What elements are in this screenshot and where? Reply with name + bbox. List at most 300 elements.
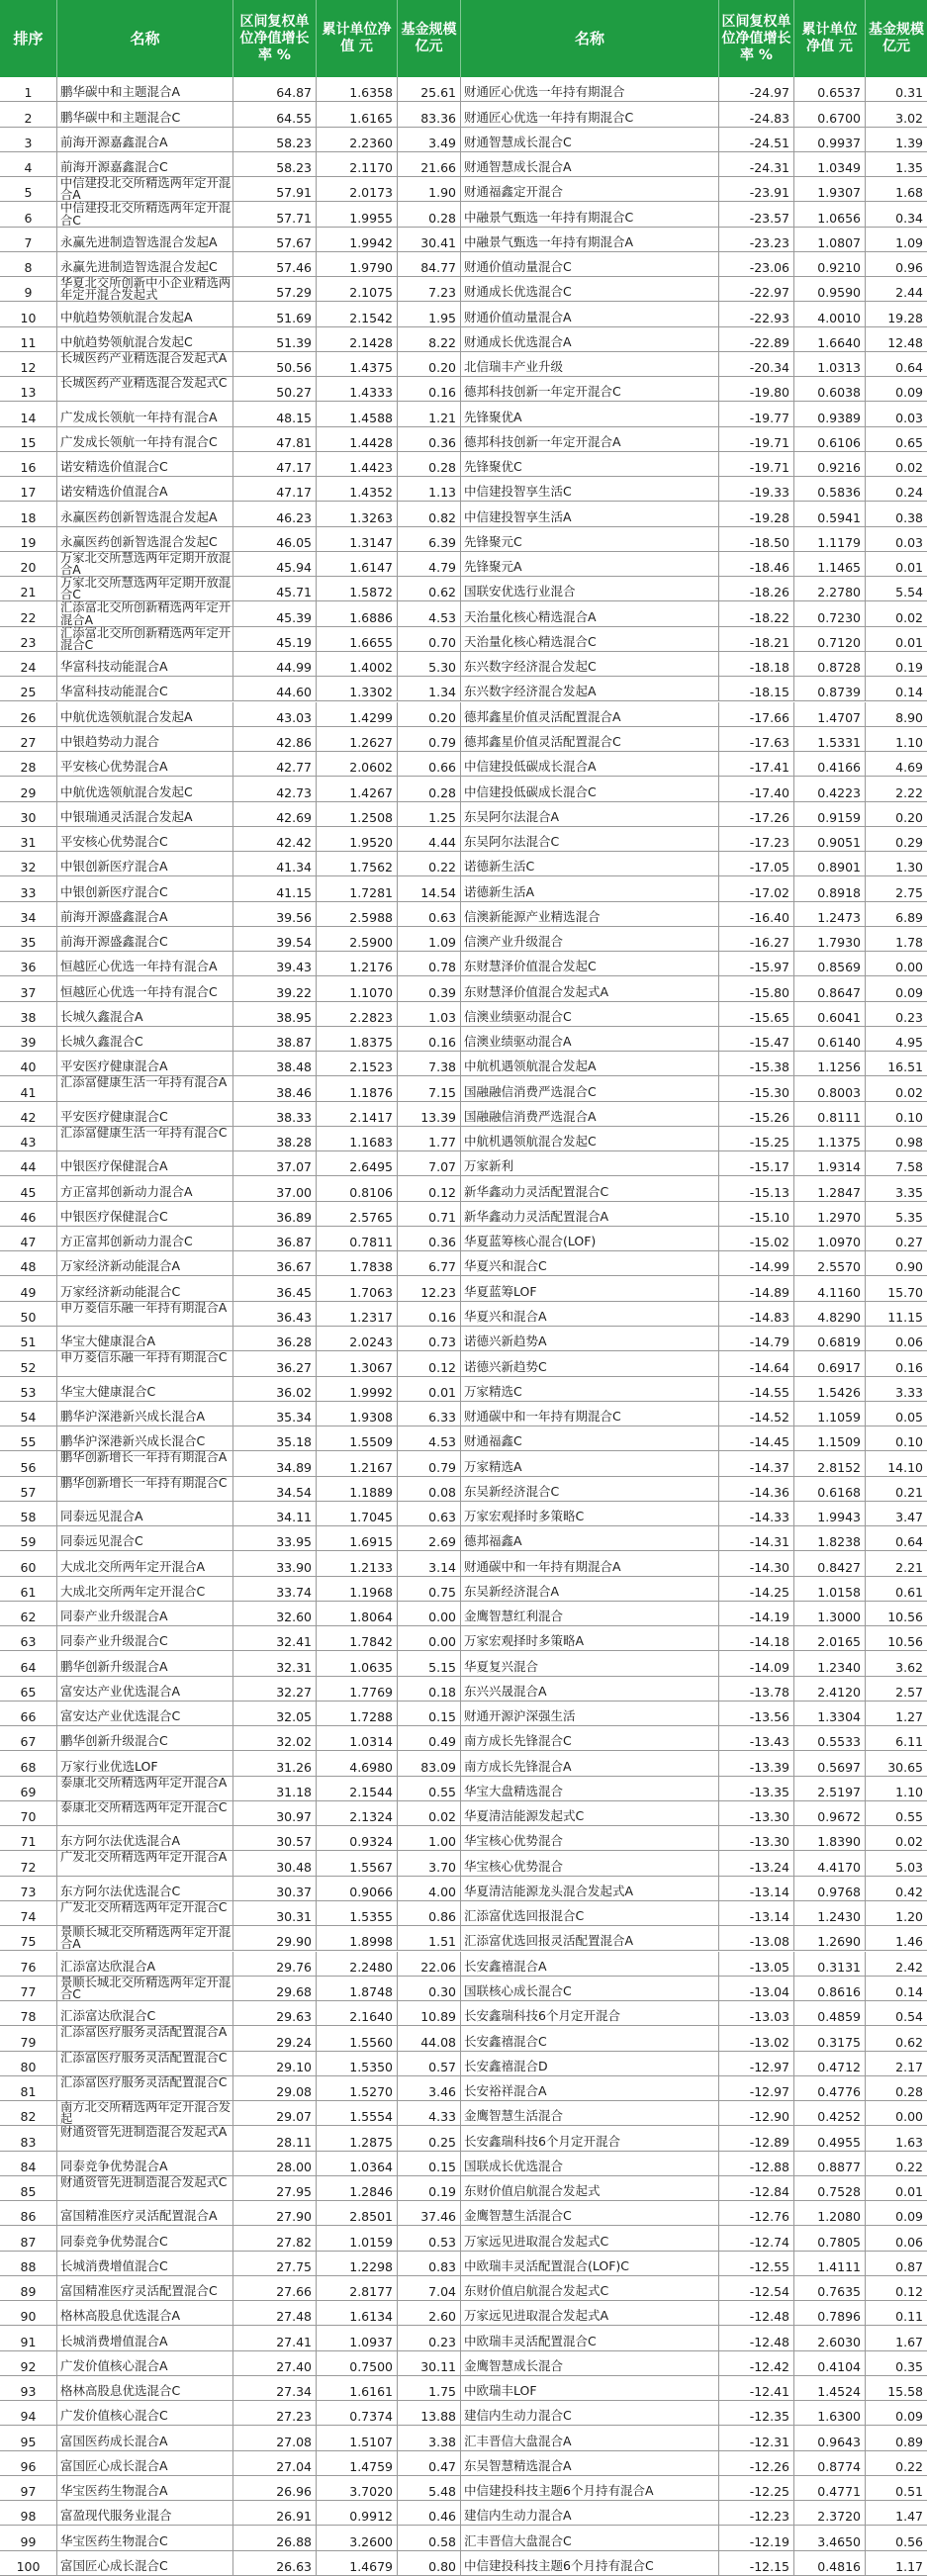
growth-bottom: -22.97 (719, 277, 794, 301)
fund-name-top: 泰康北交所精选两年定开混合A (57, 1777, 233, 1800)
fund-name-top: 东方阿尔法优选混合C (57, 1877, 233, 1900)
scale-bottom: 0.00 (895, 2109, 923, 2125)
growth-top: 36.28 (233, 1327, 317, 1350)
nav-bottom: 1.1256 (794, 1052, 866, 1075)
nav-bottom: 0.7528 (794, 2176, 866, 2200)
rank-cell: 35 (0, 927, 57, 951)
table-row (0, 552, 927, 577)
fund-name-bottom: 中航机遇领航混合发起A (461, 1052, 719, 1075)
nav-top: 1.4352 (317, 477, 398, 501)
fund-name-bottom: 德邦福鑫A (461, 1526, 719, 1550)
growth-bottom: -22.93 (719, 302, 794, 325)
nav-top: 1.9955 (317, 202, 398, 226)
nav-bottom: 1.5331 (794, 727, 866, 751)
fund-name-top: 鹏华碳中和主题混合C (57, 102, 233, 126)
rank-cell: 48 (0, 1251, 57, 1275)
scale-top: 0.39 (398, 976, 461, 1000)
table-row (0, 1502, 927, 1526)
nav-top: 1.0635 (317, 1651, 398, 1675)
fund-name-top: 富国精准医疗灵活配置混合A (57, 2201, 233, 2225)
nav-bottom: 1.2340 (794, 1651, 866, 1675)
scale-bottom: 0.01 (895, 2184, 923, 2200)
rank-cell: 24 (0, 652, 57, 676)
nav-top: 0.7374 (317, 2401, 398, 2425)
growth-bottom: -13.30 (719, 1826, 794, 1850)
rank-cell: 52 (0, 1351, 57, 1375)
rank-cell: 95 (0, 2426, 57, 2449)
table-row (0, 927, 927, 952)
rank-cell: 8 (0, 252, 57, 276)
growth-bottom: -12.48 (719, 2326, 794, 2349)
scale-top: 12.23 (398, 1276, 461, 1300)
nav-top: 2.1640 (317, 2001, 398, 2025)
rank-cell: 73 (0, 1877, 57, 1900)
growth-bottom: -12.54 (719, 2276, 794, 2300)
nav-top: 1.4679 (317, 2551, 398, 2575)
growth-top: 42.69 (233, 802, 317, 826)
rank-cell: 58 (0, 1502, 57, 1525)
scale-bottom: 0.06 (895, 1334, 923, 1350)
growth-bottom: -13.14 (719, 1901, 794, 1925)
nav-bottom: 0.9216 (794, 452, 866, 476)
scale-bottom: 14.10 (887, 1459, 923, 1475)
rank-cell: 89 (0, 2276, 57, 2300)
nav-top: 1.9520 (317, 827, 398, 851)
fund-name-bottom: 华夏兴和混合A (461, 1302, 719, 1326)
scale-bottom: 0.89 (895, 2434, 923, 2449)
rank-cell: 59 (0, 1526, 57, 1550)
scale-top: 0.00 (398, 1626, 461, 1650)
fund-name-top: 富国精准医疗灵活配置混合C (57, 2276, 233, 2300)
scale-top: 5.15 (398, 1651, 461, 1675)
rank-cell: 87 (0, 2226, 57, 2250)
fund-name-top: 长城医药产业精选混合发起式A (57, 352, 233, 376)
nav-bottom: 1.7930 (794, 927, 866, 951)
table-row (0, 1952, 927, 1977)
nav-top: 2.1170 (317, 152, 398, 176)
growth-top: 36.45 (233, 1276, 317, 1300)
fund-name-top: 同泰产业升级混合A (57, 1602, 233, 1625)
table-row (0, 2176, 927, 2201)
scale-bottom: 0.03 (895, 534, 923, 550)
growth-top: 38.95 (233, 1002, 317, 1026)
growth-bottom: -14.33 (719, 1502, 794, 1525)
scale-bottom: 0.00 (895, 960, 923, 975)
growth-top: 27.04 (233, 2451, 317, 2475)
scale-top: 0.70 (398, 627, 461, 651)
growth-top: 35.18 (233, 1426, 317, 1450)
scale-top: 6.39 (398, 527, 461, 551)
nav-bottom: 0.9672 (794, 1801, 866, 1825)
growth-bottom: -14.45 (719, 1426, 794, 1450)
fund-name-top: 富国匠心成长混合A (57, 2451, 233, 2475)
fund-name-top: 长城久鑫混合A (57, 1002, 233, 1026)
nav-top: 1.9308 (317, 1402, 398, 1426)
nav-bottom: 0.4955 (794, 2126, 866, 2150)
growth-top: 30.48 (233, 1851, 317, 1875)
table-row (0, 1102, 927, 1127)
nav-top: 1.6147 (317, 552, 398, 576)
nav-top: 2.0602 (317, 752, 398, 776)
fund-name-top: 格林高股息优选混合A (57, 2301, 233, 2325)
fund-name-bottom: 诺德兴新趋势C (461, 1351, 719, 1375)
fund-name-bottom: 财通智慧成长混合A (461, 152, 719, 176)
header-scale-top: 基金规模 亿元 (398, 0, 461, 77)
table-row (0, 2476, 927, 2501)
growth-top: 29.07 (233, 2101, 317, 2125)
rank-cell: 51 (0, 1327, 57, 1350)
growth-top: 34.89 (233, 1451, 317, 1475)
rank-cell: 50 (0, 1302, 57, 1326)
nav-top: 2.1428 (317, 327, 398, 351)
scale-top: 0.82 (398, 502, 461, 525)
fund-name-top: 泰康北交所精选两年定开混合C (57, 1801, 233, 1825)
fund-name-bottom: 先锋聚优C (461, 452, 719, 476)
table-row (0, 177, 927, 202)
table-row (0, 202, 927, 227)
fund-name-top: 中银医疗保健混合A (57, 1151, 233, 1175)
growth-top: 38.87 (233, 1027, 317, 1051)
scale-bottom: 0.42 (895, 1884, 923, 1899)
fund-name-top: 永赢先进制造智选混合发起A (57, 228, 233, 251)
rank-cell: 98 (0, 2501, 57, 2525)
nav-top: 1.5567 (317, 1851, 398, 1875)
growth-top: 33.74 (233, 1577, 317, 1601)
growth-bottom: -24.83 (719, 102, 794, 126)
growth-top: 32.05 (233, 1702, 317, 1725)
nav-top: 1.2508 (317, 802, 398, 826)
table-row (0, 1327, 927, 1351)
growth-top: 27.66 (233, 2276, 317, 2300)
fund-name-bottom: 中航机遇领航混合发起C (461, 1127, 719, 1150)
scale-top: 0.18 (398, 1677, 461, 1701)
scale-bottom: 19.28 (887, 310, 923, 325)
scale-top: 4.79 (398, 552, 461, 576)
rank-cell: 17 (0, 477, 57, 501)
scale-bottom: 0.19 (895, 660, 923, 676)
nav-bottom: 1.1465 (794, 552, 866, 576)
nav-bottom: 1.2970 (794, 1202, 866, 1226)
rank-cell: 94 (0, 2401, 57, 2425)
rank-cell: 26 (0, 702, 57, 726)
rank-cell: 43 (0, 1127, 57, 1150)
nav-top: 2.1523 (317, 1052, 398, 1075)
table-row (0, 402, 927, 426)
rank-cell: 80 (0, 2052, 57, 2075)
table-row (0, 1052, 927, 1076)
table-row (0, 1901, 927, 1926)
fund-name-top: 万家经济新动能混合C (57, 1276, 233, 1300)
scale-bottom: 1.78 (895, 935, 923, 951)
table-row (0, 2376, 927, 2401)
fund-name-bottom: 中融景气甄选一年持有期混合C (461, 202, 719, 226)
fund-name-bottom: 中信建投科技主题6个月持有混合A (461, 2476, 719, 2500)
nav-bottom: 0.6038 (794, 377, 866, 401)
scale-bottom: 0.02 (895, 609, 923, 625)
growth-bottom: -23.57 (719, 202, 794, 226)
growth-top: 30.57 (233, 1826, 317, 1850)
growth-top: 31.18 (233, 1777, 317, 1800)
nav-top: 1.6134 (317, 2301, 398, 2325)
rank-cell: 31 (0, 827, 57, 851)
fund-name-top: 鹏华沪深港新兴成长混合A (57, 1402, 233, 1426)
rank-cell: 84 (0, 2152, 57, 2175)
scale-top: 0.66 (398, 752, 461, 776)
rank-cell: 56 (0, 1451, 57, 1475)
growth-bottom: -14.30 (719, 1551, 794, 1575)
fund-name-top: 同泰远见混合C (57, 1526, 233, 1550)
nav-top: 2.5988 (317, 902, 398, 926)
scale-bottom: 2.17 (895, 2059, 923, 2074)
scale-top: 14.54 (398, 876, 461, 900)
scale-bottom: 1.27 (895, 1709, 923, 1725)
nav-bottom: 4.4170 (794, 1851, 866, 1875)
nav-bottom: 1.0807 (794, 228, 866, 251)
table-row (0, 852, 927, 876)
fund-name-top: 东方阿尔法优选混合A (57, 1826, 233, 1850)
table-row (0, 1926, 927, 1951)
fund-name-top: 鹏华创新升级混合C (57, 1726, 233, 1750)
growth-bottom: -24.31 (719, 152, 794, 176)
fund-name-bottom: 天治量化核心精选混合C (461, 627, 719, 651)
nav-bottom: 2.5570 (794, 1251, 866, 1275)
nav-bottom: 1.0656 (794, 202, 866, 226)
table-row (0, 2526, 927, 2550)
nav-bottom: 0.8003 (794, 1076, 866, 1100)
nav-bottom: 0.6700 (794, 102, 866, 126)
growth-bottom: -24.51 (719, 128, 794, 151)
fund-name-bottom: 东兴数字经济混合发起C (461, 652, 719, 676)
scale-top: 3.70 (398, 1851, 461, 1875)
fund-name-top: 申万菱信乐融一年持有期混合C (57, 1351, 233, 1375)
scale-top: 83.36 (398, 102, 461, 126)
fund-name-bottom: 华宝核心优势混合 (461, 1826, 719, 1850)
fund-name-bottom: 东兴兴晟混合A (461, 1677, 719, 1701)
fund-name-bottom: 中信建投低碳成长混合A (461, 752, 719, 776)
scale-bottom: 7.58 (895, 1159, 923, 1175)
growth-top: 36.67 (233, 1251, 317, 1275)
rank-cell: 46 (0, 1202, 57, 1226)
scale-top: 0.73 (398, 1327, 461, 1350)
scale-bottom: 0.62 (895, 2034, 923, 2050)
nav-bottom: 0.9643 (794, 2426, 866, 2449)
growth-bottom: -17.26 (719, 802, 794, 826)
fund-name-bottom: 东财慧泽价值混合发起式A (461, 976, 719, 1000)
nav-bottom: 1.8390 (794, 1826, 866, 1850)
growth-top: 51.69 (233, 302, 317, 325)
growth-bottom: -23.06 (719, 252, 794, 276)
growth-bottom: -17.63 (719, 727, 794, 751)
table-row (0, 652, 927, 677)
nav-bottom: 0.6917 (794, 1351, 866, 1375)
scale-top: 0.16 (398, 1302, 461, 1326)
table-row (0, 577, 927, 601)
rank-cell: 4 (0, 152, 57, 176)
table-row (0, 902, 927, 927)
rank-cell: 88 (0, 2252, 57, 2275)
growth-bottom: -14.89 (719, 1276, 794, 1300)
nav-bottom: 0.4166 (794, 752, 866, 776)
fund-name-bottom: 中欧瑞丰LOF (461, 2376, 719, 2400)
nav-bottom: 1.4524 (794, 2376, 866, 2400)
nav-top: 1.2167 (317, 1451, 398, 1475)
nav-bottom: 0.4252 (794, 2101, 866, 2125)
fund-name-top: 华宝医药生物混合A (57, 2476, 233, 2500)
nav-top: 1.7281 (317, 876, 398, 900)
scale-top: 0.22 (398, 852, 461, 875)
fund-name-top: 中信建投北交所精选两年定开混合C (57, 202, 233, 226)
growth-top: 57.91 (233, 177, 317, 201)
nav-top: 1.6358 (317, 77, 398, 101)
scale-bottom: 8.90 (895, 709, 923, 725)
table-row (0, 1526, 927, 1551)
scale-bottom: 0.03 (895, 410, 923, 425)
rank-cell: 70 (0, 1801, 57, 1825)
growth-top: 57.46 (233, 252, 317, 276)
growth-bottom: -13.30 (719, 1801, 794, 1825)
growth-bottom: -12.31 (719, 2426, 794, 2449)
growth-bottom: -17.05 (719, 852, 794, 875)
scale-bottom: 0.61 (895, 1584, 923, 1600)
fund-name-bottom: 长安鑫瑞科技6个月定开混合 (461, 2001, 719, 2025)
fund-name-top: 恒越匠心优选一年持有混合A (57, 952, 233, 975)
growth-top: 38.28 (233, 1127, 317, 1150)
table-row (0, 752, 927, 777)
growth-bottom: -15.30 (719, 1076, 794, 1100)
nav-top: 1.2133 (317, 1551, 398, 1575)
growth-top: 58.23 (233, 152, 317, 176)
growth-bottom: -19.71 (719, 427, 794, 451)
nav-bottom: 0.8647 (794, 976, 866, 1000)
nav-bottom: 0.9937 (794, 128, 866, 151)
growth-top: 26.96 (233, 2476, 317, 2500)
growth-bottom: -19.77 (719, 402, 794, 425)
nav-top: 2.0243 (317, 1327, 398, 1350)
growth-top: 29.68 (233, 1977, 317, 2000)
scale-bottom: 0.29 (895, 835, 923, 851)
growth-top: 36.89 (233, 1202, 317, 1226)
scale-bottom: 16.51 (887, 1059, 923, 1075)
rank-cell: 76 (0, 1952, 57, 1976)
nav-top: 1.4375 (317, 352, 398, 376)
growth-top: 39.56 (233, 902, 317, 926)
scale-bottom: 0.35 (895, 2358, 923, 2374)
rank-cell: 38 (0, 1002, 57, 1026)
fund-name-top: 恒越匠心优选一年持有混合C (57, 976, 233, 1000)
growth-bottom: -12.41 (719, 2376, 794, 2400)
growth-top: 32.41 (233, 1626, 317, 1650)
fund-name-bottom: 长安鑫瑞科技6个月定开混合 (461, 2126, 719, 2150)
scale-bottom: 0.16 (895, 1359, 923, 1375)
table-row (0, 2426, 927, 2450)
rank-cell: 64 (0, 1651, 57, 1675)
table-row (0, 777, 927, 801)
fund-name-top: 前海开源盛鑫混合C (57, 927, 233, 951)
fund-name-bottom: 汇丰晋信大盘混合C (461, 2526, 719, 2549)
scale-top: 22.06 (398, 1952, 461, 1976)
fund-name-bottom: 金鹰智慧生活混合C (461, 2201, 719, 2225)
nav-top: 1.6655 (317, 627, 398, 651)
nav-top: 2.1542 (317, 302, 398, 325)
fund-name-bottom: 财通智慧成长混合C (461, 128, 719, 151)
growth-top: 47.17 (233, 452, 317, 476)
fund-name-top: 鹏华创新增长一年持有期混合C (57, 1477, 233, 1501)
nav-bottom: 0.9210 (794, 252, 866, 276)
nav-top: 1.4267 (317, 777, 398, 800)
growth-bottom: -12.35 (719, 2401, 794, 2425)
scale-top: 0.23 (398, 2326, 461, 2349)
scale-top: 8.22 (398, 327, 461, 351)
table-row (0, 1276, 927, 1301)
table-row (0, 1426, 927, 1451)
fund-name-top: 同泰竞争优势混合A (57, 2152, 233, 2175)
nav-bottom: 4.0010 (794, 302, 866, 325)
growth-bottom: -17.40 (719, 777, 794, 800)
growth-bottom: -13.39 (719, 1751, 794, 1775)
nav-top: 1.0937 (317, 2326, 398, 2349)
growth-top: 48.15 (233, 402, 317, 425)
rank-cell: 60 (0, 1551, 57, 1575)
nav-top: 2.8501 (317, 2201, 398, 2225)
growth-top: 28.00 (233, 2152, 317, 2175)
scale-bottom: 10.56 (887, 1634, 923, 1650)
fund-name-top: 鹏华沪深港新兴成长混合C (57, 1426, 233, 1450)
rank-cell: 37 (0, 976, 57, 1000)
fund-name-bottom: 中信建投低碳成长混合C (461, 777, 719, 800)
nav-bottom: 0.5697 (794, 1751, 866, 1775)
table-row (0, 377, 927, 402)
nav-bottom: 0.8901 (794, 852, 866, 875)
rank-cell: 57 (0, 1477, 57, 1501)
fund-name-bottom: 财通价值动量混合A (461, 302, 719, 325)
table-row (0, 1726, 927, 1751)
scale-top: 0.86 (398, 1901, 461, 1925)
table-row (0, 102, 927, 127)
nav-bottom: 0.6140 (794, 1027, 866, 1051)
scale-top: 0.83 (398, 2252, 461, 2275)
growth-bottom: -18.15 (719, 677, 794, 700)
scale-bottom: 0.02 (895, 1084, 923, 1100)
table-row (0, 302, 927, 326)
scale-top: 1.00 (398, 1826, 461, 1850)
fund-name-bottom: 东财价值启航混合发起式C (461, 2276, 719, 2300)
nav-top: 1.2627 (317, 727, 398, 751)
scale-bottom: 1.20 (895, 1909, 923, 1925)
fund-name-bottom: 东财价值启航混合发起式 (461, 2176, 719, 2200)
growth-bottom: -12.19 (719, 2526, 794, 2549)
fund-name-bottom: 财通开源沪深强生活 (461, 1702, 719, 1725)
fund-name-top: 汇添富健康生活一年持有混合A (57, 1076, 233, 1100)
fund-name-top: 中银创新医疗混合C (57, 876, 233, 900)
growth-top: 45.94 (233, 552, 317, 576)
fund-name-top: 景顺长城北交所精选两年定开混合C (57, 1977, 233, 2000)
fund-name-bottom: 华夏清洁能源发起式C (461, 1801, 719, 1825)
rank-cell: 81 (0, 2076, 57, 2100)
scale-bottom: 6.89 (895, 909, 923, 925)
nav-bottom: 0.4776 (794, 2076, 866, 2100)
scale-top: 1.95 (398, 302, 461, 325)
fund-name-bottom: 万家远见进取混合发起式C (461, 2226, 719, 2250)
nav-top: 1.7838 (317, 1251, 398, 1275)
nav-top: 1.6165 (317, 102, 398, 126)
fund-name-bottom: 天治量化核心精选混合A (461, 601, 719, 625)
scale-bottom: 5.03 (895, 1859, 923, 1875)
growth-top: 27.40 (233, 2351, 317, 2375)
growth-top: 34.11 (233, 1502, 317, 1525)
fund-name-top: 中航趋势领航混合发起C (57, 327, 233, 351)
fund-name-top: 平安核心优势混合A (57, 752, 233, 776)
scale-bottom: 0.23 (895, 1009, 923, 1025)
